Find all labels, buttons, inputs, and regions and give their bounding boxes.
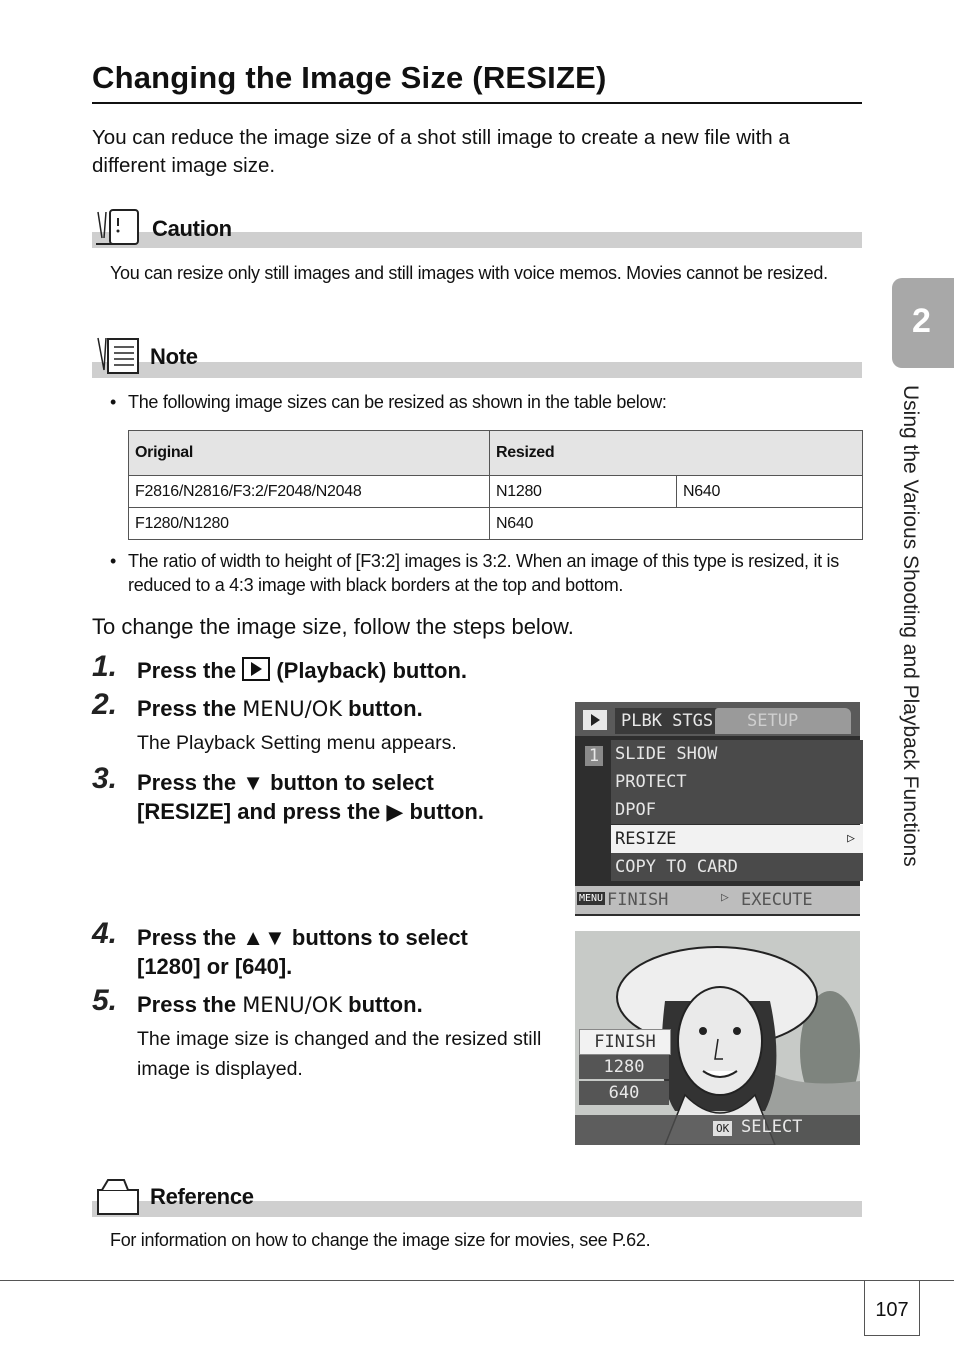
playback-menu-screen	[575, 702, 860, 916]
page-number: 107	[864, 1281, 920, 1336]
playback-icon	[242, 657, 270, 681]
table-cell-resized: N1280	[490, 476, 677, 508]
step-number: 4.	[92, 917, 118, 950]
footer-finish: FINISH	[607, 890, 669, 910]
step-number: 2.	[92, 688, 118, 721]
chapter-tab	[892, 278, 954, 368]
footer-rule	[0, 1280, 954, 1281]
step-3-text: Press the ▼ button to select [RESIZE] and press the ▶ button.	[137, 770, 484, 824]
ok-key-icon: OK	[713, 1121, 732, 1136]
option-640: 640	[579, 1081, 669, 1105]
table-cell-original: F2816/N2816/F3:2/F2048/N2048	[129, 476, 490, 508]
step-5-text: Press the MENU/OK button.	[137, 992, 423, 1017]
step-1-text: Press the (Playback) button.	[137, 658, 467, 683]
reference-label: Reference	[150, 1184, 254, 1209]
reference-folder-icon	[94, 1176, 144, 1218]
footer-select: SELECT	[741, 1117, 803, 1137]
menu-item: PROTECT	[611, 768, 863, 796]
resize-table	[128, 430, 863, 540]
caution-text: You can resize only still images and still images with voice memos. Movies cannot be resized.	[110, 263, 828, 283]
right-arrow-icon: ▷	[721, 890, 729, 905]
intro-paragraph: You can reduce the image size of a shot still image to create a new file with a different image size.	[92, 126, 790, 177]
footer-execute: EXECUTE	[741, 890, 813, 910]
page-title: Changing the Image Size (RESIZE)	[92, 58, 862, 104]
right-arrow-icon: ▷	[847, 831, 855, 846]
table-header-row	[129, 431, 863, 476]
note-bullet-1: • The following image sizes can be resized as shown in the table below:	[110, 392, 667, 412]
menu-item: COPY TO CARD	[611, 853, 863, 881]
playback-tab-icon	[583, 710, 607, 730]
step-5-sub: The image size is changed and the resized still image is displayed.	[137, 1028, 542, 1080]
table-cell-resized: N640	[677, 476, 863, 508]
table-cell-resized: N640	[490, 508, 863, 540]
note-bar	[92, 362, 862, 378]
steps-lead: To change the image size, follow the steps below.	[92, 614, 574, 639]
step-number: 5.	[92, 984, 118, 1017]
table-row	[129, 476, 863, 508]
chapter-title: Using the Various Shooting and Playback Functions	[899, 385, 922, 867]
up-down-arrows-icon: ▲▼	[242, 925, 286, 950]
right-arrow-icon: ▶	[386, 799, 404, 824]
option-1280: 1280	[579, 1055, 669, 1079]
header-resized: Resized	[490, 431, 863, 476]
caution-icon	[94, 208, 142, 248]
menu-item: SLIDE SHOW	[611, 740, 863, 768]
tab-setup: SETUP	[715, 708, 851, 734]
menu-item-selected: RESIZE ▷	[611, 825, 863, 853]
step-number: 3.	[92, 762, 118, 795]
step-2-sub: The Playback Setting menu appears.	[137, 732, 457, 754]
tab-playback-settings: PLBK STGS	[615, 708, 719, 734]
menu-item: DPOF	[611, 796, 863, 824]
table-row	[129, 508, 863, 540]
step-number: 1.	[92, 650, 118, 683]
menu-key-icon: MENU	[579, 893, 604, 904]
reference-text: For information on how to change the image size for movies, see P.62.	[110, 1230, 651, 1250]
chapter-number: 2	[912, 302, 931, 340]
menu-ok-key: MENU/OK	[242, 697, 343, 721]
option-finish: FINISH	[579, 1029, 671, 1055]
note-label: Note	[150, 344, 198, 369]
resize-select-screen	[575, 931, 860, 1145]
step-2-text: Press the MENU/OK button.	[137, 696, 423, 721]
down-arrow-icon: ▼	[242, 770, 264, 795]
menu-ok-key: MENU/OK	[242, 993, 343, 1017]
caution-label: Caution	[152, 216, 232, 241]
menu-footer	[575, 886, 860, 914]
note-bullet-2: • The ratio of width to height of [F3:2] images is 3:2. When an image of this type is resized, it is reduced to a 4:3 image with black borders at the top and bottom.	[110, 551, 839, 595]
table-cell-original: F1280/N1280	[129, 508, 490, 540]
header-original: Original	[129, 431, 490, 476]
note-icon	[94, 336, 144, 378]
menu-page-number: 1	[585, 746, 603, 766]
step-4-text: Press the ▲▼ buttons to select [1280] or [640].	[137, 925, 468, 979]
